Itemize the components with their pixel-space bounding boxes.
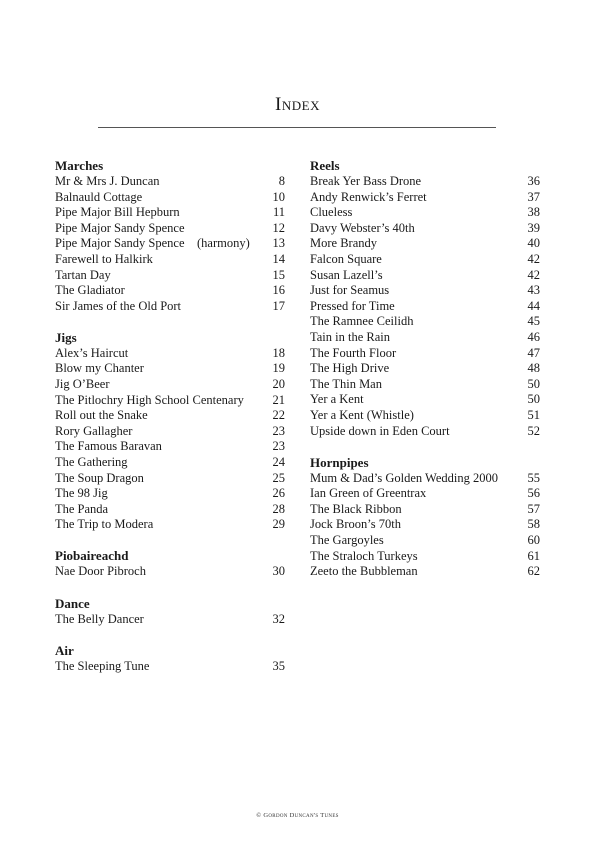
index-entry bbox=[310, 533, 540, 549]
tune-title: Pipe Major Bill Hepburn bbox=[55, 205, 180, 220]
page-number: 25 bbox=[272, 470, 285, 485]
tune-title: Pipe Major Sandy Spence (harmony) bbox=[55, 236, 250, 251]
index-entry bbox=[55, 221, 285, 237]
page-number: 42 bbox=[527, 251, 540, 266]
index-entry bbox=[55, 190, 285, 206]
page-number: 12 bbox=[272, 220, 285, 235]
index-entry bbox=[55, 439, 285, 455]
index-entry bbox=[310, 283, 540, 299]
page-number: 52 bbox=[527, 423, 540, 438]
index-entry bbox=[310, 392, 540, 408]
tune-title: The Trip to Modera bbox=[55, 517, 154, 532]
tune-title: Falcon Square bbox=[310, 251, 382, 266]
tune-title: Alex’s Haircut bbox=[55, 345, 129, 360]
tune-title: The Straloch Turkeys bbox=[310, 548, 418, 563]
index-entry bbox=[55, 346, 285, 362]
index-entry bbox=[55, 205, 285, 221]
page-number: 39 bbox=[527, 220, 540, 235]
index-entry bbox=[55, 612, 285, 628]
tune-title: Mum & Dad’s Golden Wedding 2000 bbox=[310, 470, 498, 485]
tune-title: Tain in the Rain bbox=[310, 329, 391, 344]
index-section bbox=[310, 455, 540, 580]
page-number: 55 bbox=[527, 470, 540, 485]
index-entry bbox=[55, 486, 285, 502]
page-number: 61 bbox=[527, 548, 540, 563]
index-section bbox=[310, 158, 540, 439]
page-number: 16 bbox=[272, 283, 285, 298]
index-entry bbox=[55, 377, 285, 393]
page-number: 50 bbox=[527, 376, 540, 391]
page-number: 14 bbox=[272, 251, 285, 266]
index-entry bbox=[55, 283, 285, 299]
index-entry bbox=[310, 424, 540, 440]
page-number: 46 bbox=[527, 329, 540, 344]
page-number: 17 bbox=[272, 298, 285, 313]
page-number: 32 bbox=[272, 611, 285, 626]
page-number: 51 bbox=[527, 407, 540, 422]
section-heading: Piobaireachd bbox=[55, 548, 129, 564]
tune-title: The Black Ribbon bbox=[310, 501, 402, 516]
index-section bbox=[55, 158, 285, 314]
page-number: 37 bbox=[527, 189, 540, 204]
page-number: 60 bbox=[527, 532, 540, 547]
index-entry bbox=[310, 361, 540, 377]
page-number: 23 bbox=[272, 439, 285, 454]
index-entry bbox=[310, 174, 540, 190]
index-entry bbox=[310, 205, 540, 221]
page-number: 28 bbox=[272, 501, 285, 516]
index-section bbox=[55, 330, 285, 533]
section-heading: Air bbox=[55, 642, 74, 658]
tune-title: The Pitlochry High School Centenary bbox=[55, 392, 244, 407]
index-entry bbox=[55, 502, 285, 518]
page-number: 62 bbox=[527, 564, 540, 579]
page-number: 40 bbox=[527, 236, 540, 251]
page-number: 58 bbox=[527, 517, 540, 532]
index-column-right bbox=[310, 158, 540, 595]
tune-title: The Soup Dragon bbox=[55, 470, 144, 485]
page-number: 8 bbox=[278, 174, 285, 188]
index-entry bbox=[310, 549, 540, 565]
tune-title: Jig O’Beer bbox=[55, 377, 110, 392]
index-entry bbox=[55, 424, 285, 440]
tune-title: Ian Green of Greentrax bbox=[310, 486, 427, 501]
tune-title: The Gladiator bbox=[55, 283, 125, 298]
page-number: 15 bbox=[272, 267, 285, 282]
index-entry bbox=[55, 471, 285, 487]
page-number: 10 bbox=[272, 189, 285, 204]
tune-title: Zeeto the Bubbleman bbox=[310, 564, 418, 579]
tune-title: Balnauld Cottage bbox=[55, 189, 143, 204]
index-entry bbox=[55, 455, 285, 471]
index-entry bbox=[310, 190, 540, 206]
page-number: 24 bbox=[272, 455, 285, 469]
index-entry bbox=[310, 299, 540, 315]
page-number: 30 bbox=[272, 564, 285, 579]
tune-title: The 98 Jig bbox=[55, 486, 108, 501]
index-entry bbox=[310, 314, 540, 330]
index-entry bbox=[55, 408, 285, 424]
tune-title: The Gargoyles bbox=[310, 532, 384, 547]
index-column-left bbox=[55, 158, 285, 690]
tune-title: Rory Gallagher bbox=[55, 423, 133, 438]
index-entry bbox=[55, 299, 285, 315]
page-number: 44 bbox=[527, 298, 540, 313]
page-number: 26 bbox=[272, 486, 285, 501]
page-number: 47 bbox=[527, 345, 540, 360]
tune-title: Pressed for Time bbox=[310, 298, 395, 313]
index-entry bbox=[310, 346, 540, 362]
tune-title: Break Yer Bass Drone bbox=[310, 174, 422, 188]
page-number: 21 bbox=[272, 392, 285, 407]
tune-title: The Sleeping Tune bbox=[55, 658, 150, 673]
index-entry bbox=[310, 408, 540, 424]
index-entry bbox=[55, 174, 285, 190]
index-entry bbox=[55, 252, 285, 268]
tune-title: The Thin Man bbox=[310, 376, 382, 391]
index-entry bbox=[55, 236, 285, 252]
tune-title: More Brandy bbox=[310, 236, 377, 251]
tune-title: The High Drive bbox=[310, 361, 390, 376]
tune-title: Jock Broon’s 70th bbox=[310, 517, 401, 532]
tune-title: Yer a Kent bbox=[310, 392, 364, 407]
index-entry bbox=[310, 221, 540, 237]
section-heading: Hornpipes bbox=[310, 454, 369, 470]
page-footer: © Gordon Duncan's Tunes bbox=[256, 812, 339, 819]
index-entry bbox=[310, 377, 540, 393]
title-divider bbox=[98, 127, 496, 128]
index-entry bbox=[310, 236, 540, 252]
page-number: 45 bbox=[527, 314, 540, 329]
page-number: 18 bbox=[272, 345, 285, 360]
index-section bbox=[55, 548, 285, 580]
tune-title: Farewell to Halkirk bbox=[55, 251, 153, 266]
tune-title: Susan Lazell’s bbox=[310, 267, 383, 282]
index-entry bbox=[310, 252, 540, 268]
page-number: 56 bbox=[527, 486, 540, 501]
page-number: 48 bbox=[527, 361, 540, 376]
tune-title: Sir James of the Old Port bbox=[55, 298, 182, 313]
tune-title: Blow my Chanter bbox=[55, 361, 144, 376]
tune-title: The Fourth Floor bbox=[310, 345, 397, 360]
tune-title: Andy Renwick’s Ferret bbox=[310, 189, 427, 204]
index-section bbox=[55, 596, 285, 628]
section-heading: Jigs bbox=[55, 329, 77, 345]
index-entry bbox=[55, 517, 285, 533]
tune-title: The Gathering bbox=[55, 455, 128, 469]
section-heading: Reels bbox=[310, 158, 340, 173]
tune-title: The Famous Baravan bbox=[55, 439, 162, 454]
section-heading: Dance bbox=[55, 595, 90, 611]
index-entry bbox=[310, 502, 540, 518]
page-number: 36 bbox=[527, 174, 540, 188]
tune-title: Clueless bbox=[310, 205, 353, 220]
index-entry bbox=[310, 486, 540, 502]
page-number: 50 bbox=[527, 392, 540, 407]
page-number: 23 bbox=[272, 423, 285, 438]
page-number: 57 bbox=[527, 501, 540, 516]
index-entry bbox=[55, 361, 285, 377]
index-entry bbox=[310, 517, 540, 533]
index-section bbox=[55, 643, 285, 675]
index-entry bbox=[310, 564, 540, 580]
tune-title: Pipe Major Sandy Spence bbox=[55, 220, 185, 235]
index-entry bbox=[55, 564, 285, 580]
tune-title: Davy Webster’s 40th bbox=[310, 220, 415, 235]
page-number: 13 bbox=[272, 236, 285, 251]
tune-title: The Ramnee Ceilidh bbox=[310, 314, 414, 329]
tune-title: Mr & Mrs J. Duncan bbox=[55, 174, 160, 188]
section-heading: Marches bbox=[55, 158, 104, 173]
tune-title: The Belly Dancer bbox=[55, 611, 144, 626]
page-title: Index bbox=[275, 94, 320, 115]
tune-title: Tartan Day bbox=[55, 267, 111, 282]
page-number: 19 bbox=[272, 361, 285, 376]
tune-title: Nae Door Pibroch bbox=[55, 564, 146, 579]
tune-title: Roll out the Snake bbox=[55, 408, 148, 423]
index-entry bbox=[55, 659, 285, 675]
page-number: 20 bbox=[272, 377, 285, 392]
index-entry bbox=[55, 268, 285, 284]
page-number: 22 bbox=[272, 408, 285, 423]
page-number: 38 bbox=[527, 205, 540, 220]
page-number: 11 bbox=[272, 205, 285, 220]
page-number: 35 bbox=[272, 658, 285, 673]
tune-title: Yer a Kent (Whistle) bbox=[310, 407, 414, 422]
tune-title: Just for Seamus bbox=[310, 283, 390, 298]
tune-title: The Panda bbox=[55, 501, 109, 516]
index-entry bbox=[310, 330, 540, 346]
page-number: 42 bbox=[527, 267, 540, 282]
page-number: 29 bbox=[272, 517, 285, 532]
index-entry bbox=[55, 393, 285, 409]
index-entry bbox=[310, 471, 540, 487]
page-number: 43 bbox=[527, 283, 540, 298]
tune-title: Upside down in Eden Court bbox=[310, 423, 450, 438]
index-entry bbox=[310, 268, 540, 284]
